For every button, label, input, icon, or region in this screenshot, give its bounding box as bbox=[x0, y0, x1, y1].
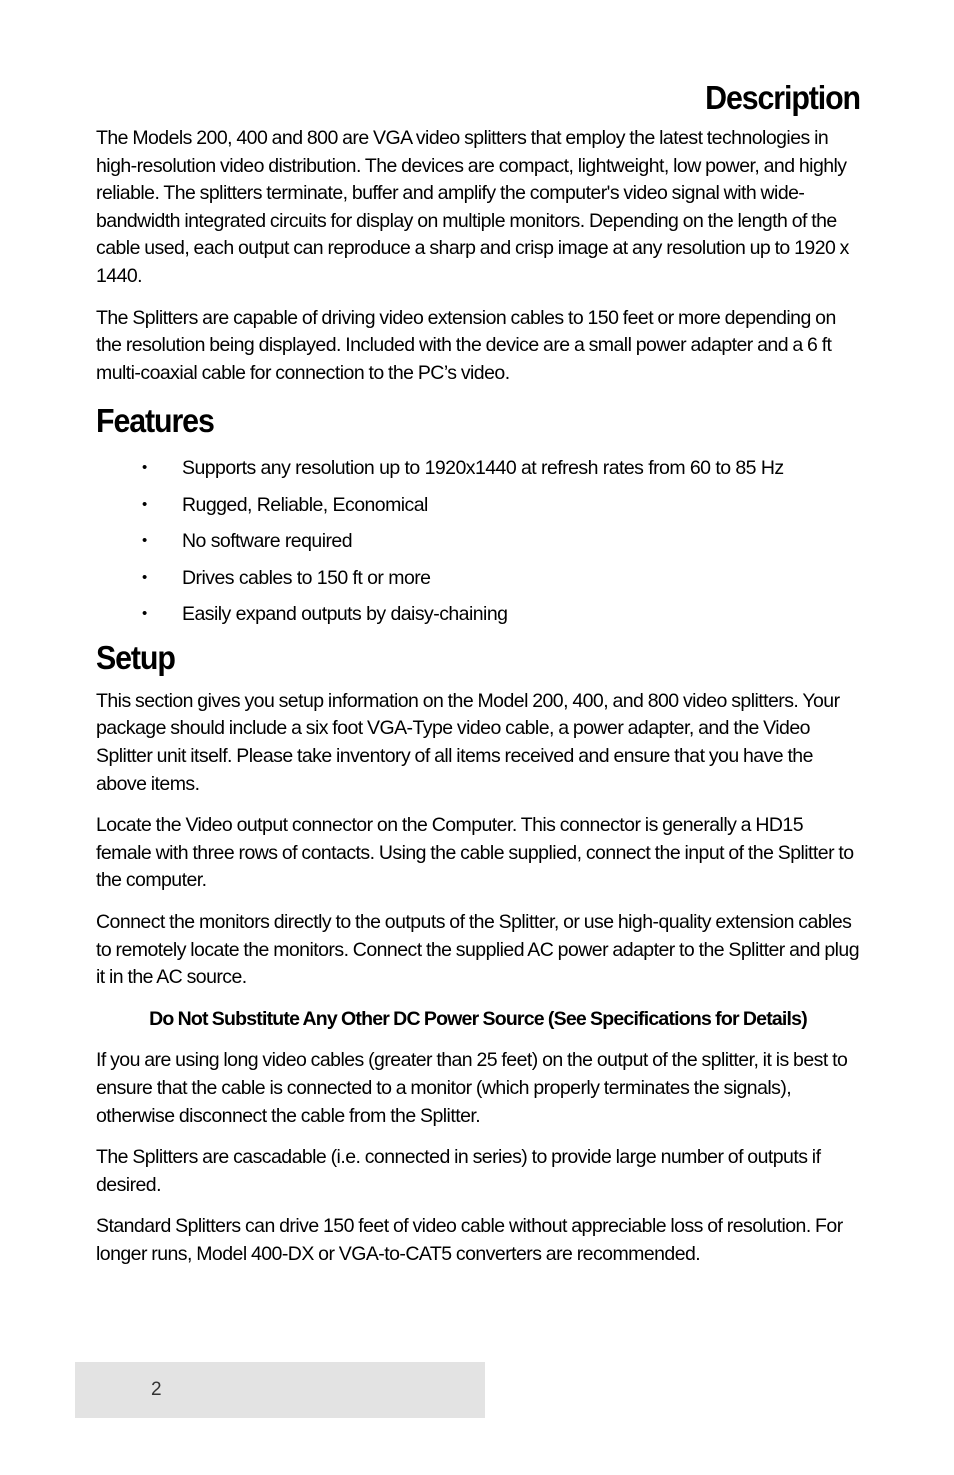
features-heading: Features bbox=[96, 402, 214, 440]
setup-paragraph-5: The Splitters are cascadable (i.e. connected in series) to provide large number of outputs if desired. bbox=[96, 1146, 821, 1196]
description-paragraph-2: The Splitters are capable of driving video extension cables to 150 feet or more depending on the resolution being displayed. Included with the device are a small power adapter and a 6 ft multi-coaxial cable for connection to the PC’s video. bbox=[96, 306, 836, 384]
setup-heading: Setup bbox=[96, 638, 175, 676]
setup-paragraph-6: Standard Splitters can drive 150 feet of video cable without appreciable loss of resolution. For longer runs, Model 400-DX or VGA-to-CAT5 converters are recommended. bbox=[96, 1215, 843, 1265]
feature-text: No software required bbox=[182, 530, 353, 553]
list-item bbox=[96, 601, 860, 627]
page-number: 2 bbox=[151, 1379, 162, 1400]
setup-paragraph-3: Connect the monitors directly to the outputs of the Splitter, or use high-quality extension cables to remotely locate the monitors. Connect the supplied AC power adapter to the Splitter and plug it in the AC source. bbox=[96, 911, 859, 989]
description-paragraph-1: The Models 200, 400 and 800 are VGA video splitters that employ the latest technologies in high-resolution video distribution. The devices are compact, lightweight, low power, and highly reliable. The splitters terminate, buffer and amplify the computer's video signal with wide-bandwidth integrated circuits for display on multiple monitors. Depending on the length of the cable used, each output can reproduce a sharp and crisp image at any resolution up to 1920 x 1440. bbox=[96, 127, 849, 287]
feature-text: Rugged, Reliable, Economical bbox=[182, 493, 428, 516]
setup-paragraph-2: Locate the Video output connector on the Computer. This connector is generally a HD15 female with three rows of contacts. Using the cable supplied, connect the input of the Splitter to the computer. bbox=[96, 814, 854, 892]
description-heading: Description bbox=[705, 79, 860, 116]
bullet-icon: • bbox=[142, 532, 147, 550]
bullet-icon: • bbox=[142, 605, 147, 623]
list-item bbox=[96, 528, 860, 554]
power-source-warning: Do Not Substitute Any Other DC Power Source (See Specifications for Details) bbox=[149, 1007, 807, 1030]
list-item bbox=[96, 565, 860, 591]
list-item bbox=[96, 455, 860, 481]
feature-text: Supports any resolution up to 1920x1440 at refresh rates from 60 to 85 Hz bbox=[182, 457, 784, 480]
setup-paragraph-1: This section gives you setup information on the Model 200, 400, and 800 video splitters. Your package should include a six foot VGA-Type video cable, a power adapter, and the Video Splitter unit itself. Please take inventory of all items received and ensure that you have the above items. bbox=[96, 689, 840, 795]
setup-paragraph-4: If you are using long video cables (greater than 25 feet) on the output of the splitter, it is best to ensure that the cable is connected to a monitor (which properly terminates the signals), otherwise disconnect the cable from the Splitter. bbox=[96, 1049, 848, 1127]
features-list bbox=[96, 455, 860, 627]
bullet-icon: • bbox=[142, 568, 147, 586]
bullet-icon: • bbox=[142, 459, 147, 477]
feature-text: Drives cables to 150 ft or more bbox=[182, 566, 431, 589]
page-content bbox=[96, 78, 860, 1283]
list-item bbox=[96, 492, 860, 518]
feature-text: Easily expand outputs by daisy-chaining bbox=[182, 603, 508, 626]
bullet-icon: • bbox=[142, 495, 147, 513]
